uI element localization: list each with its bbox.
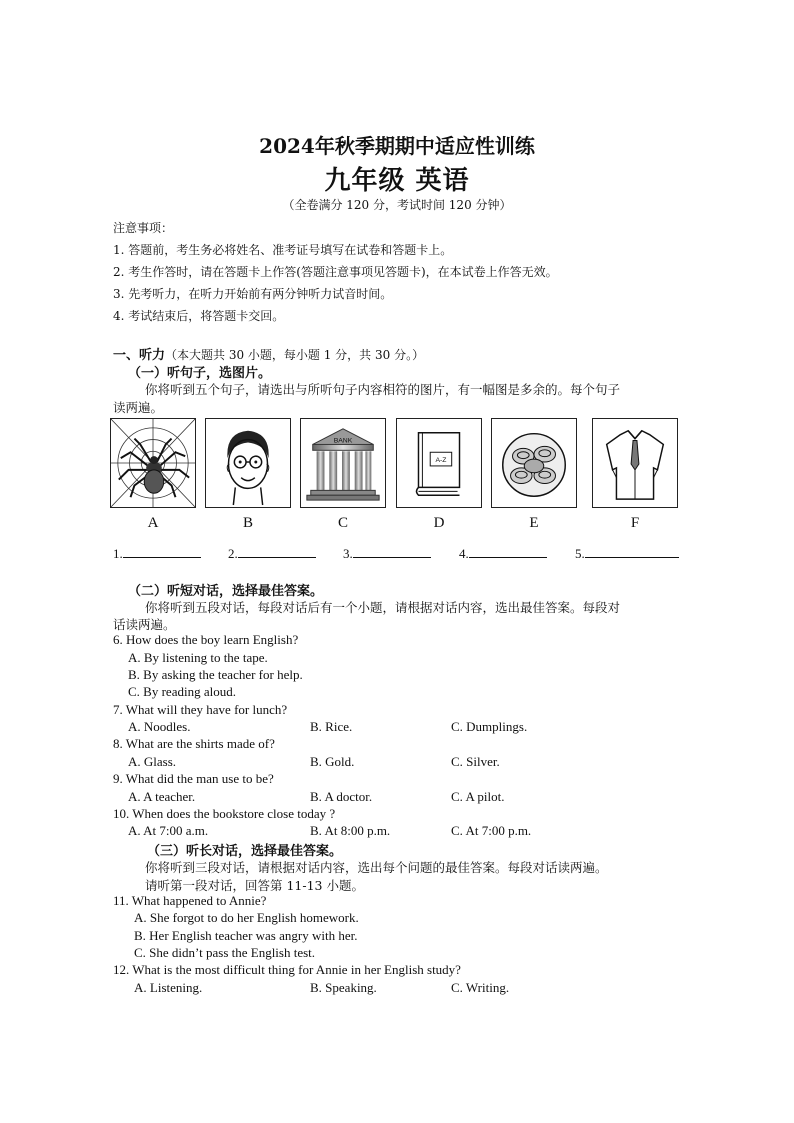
- question-8: 8. What are the shirts made of?: [113, 736, 275, 751]
- q12-option-a[interactable]: A. Listening.: [134, 980, 203, 995]
- q10-option-a[interactable]: A. At 7:00 a.m.: [128, 823, 209, 838]
- question-7: 7. What will they have for lunch?: [113, 702, 288, 717]
- exam-subtitle: 九年级 英语: [324, 166, 470, 196]
- picture-b: [205, 418, 291, 508]
- q9-option-b[interactable]: B. A doctor.: [310, 789, 373, 804]
- notice-item-2: 2. 考生作答时，请在答题卡上作答(答题注意事项见答题卡)，在本试卷上作答无效。: [113, 265, 558, 279]
- section3-instruction: 你将听到三段对话，请根据对话内容，选出每个问题的最佳答案。每段对话读两遍。: [145, 860, 608, 875]
- q7-option-b[interactable]: B. Rice.: [310, 719, 353, 734]
- answer-blank-1[interactable]: [113, 545, 201, 562]
- q10-option-c[interactable]: C. At 7:00 p.m.: [451, 823, 532, 838]
- section1-instruction-cont: 读两遍。: [113, 400, 164, 415]
- section2-title: （二）听短对话，选择最佳答案。: [128, 584, 324, 599]
- exam-score-note: （全卷满分 120 分，考试时间 120 分钟）: [282, 198, 512, 212]
- boy-with-glasses-icon: [206, 419, 290, 507]
- q12-option-b[interactable]: B. Speaking.: [310, 980, 377, 995]
- q6-option-b[interactable]: B. By asking the teacher for help.: [128, 667, 303, 682]
- part1-heading-row: [113, 344, 424, 363]
- q11-option-a[interactable]: A. She forgot to do her English homework.: [134, 910, 359, 925]
- q11-option-c[interactable]: C. She didn’t pass the English test.: [134, 945, 316, 960]
- blank-number: 4.: [459, 546, 469, 561]
- q9-option-c[interactable]: C. A pilot.: [451, 789, 505, 804]
- q8-option-b[interactable]: B. Gold.: [310, 754, 355, 769]
- notice-item-1: 1. 答题前，考生务必将姓名、准考证号填写在试卷和答题卡上。: [113, 243, 453, 257]
- picture-a: [110, 418, 196, 508]
- exam-title: 2024年秋季期期中适应性训练: [259, 134, 535, 158]
- q7-option-c[interactable]: C. Dumplings.: [451, 719, 528, 734]
- picture-d: [396, 418, 482, 508]
- q11-option-b[interactable]: B. Her English teacher was angry with her.: [134, 928, 358, 943]
- question-10: 10. When does the bookstore close today ?: [113, 806, 336, 821]
- question-6: 6. How does the boy learn English?: [113, 632, 299, 647]
- q9-option-a[interactable]: A. A teacher.: [128, 789, 196, 804]
- bank-sign: BANK: [333, 437, 353, 445]
- section3-instruction-cont: 请听第一段对话，回答第 11-13 小题。: [145, 878, 364, 893]
- q8-option-c[interactable]: C. Silver.: [451, 754, 500, 769]
- picture-label-c: C: [337, 515, 348, 531]
- q6-option-c[interactable]: C. By reading aloud.: [128, 684, 236, 699]
- section2-instruction: 你将听到五段对话，每段对话后有一个小题，请根据对话内容，选出最佳答案。每段对: [145, 600, 621, 615]
- picture-label-a: A: [147, 515, 159, 531]
- part1-heading-note: （本大题共 30 小题，每小题 1 分，共 30 分。）: [165, 348, 425, 362]
- picture-label-e: E: [529, 515, 539, 531]
- q12-option-c[interactable]: C. Writing.: [451, 980, 510, 995]
- picture-label-d: D: [433, 515, 445, 531]
- spider-icon: [111, 419, 195, 507]
- picture-f: [592, 418, 678, 508]
- notice-item-3: 3. 先考听力，在听力开始前有两分钟听力试音时间。: [113, 287, 393, 301]
- dictionary-label: A-Z: [435, 457, 447, 465]
- blank-number: 2.: [228, 546, 238, 561]
- shirt-icon: [593, 419, 677, 507]
- answer-blank-4[interactable]: [459, 545, 547, 562]
- section1-title: （一）听句子，选图片。: [128, 366, 272, 381]
- blank-number: 3.: [343, 546, 353, 561]
- q8-option-a[interactable]: A. Glass.: [128, 754, 177, 769]
- q7-option-a[interactable]: A. Noodles.: [128, 719, 191, 734]
- answer-blank-3[interactable]: [343, 545, 431, 562]
- section3-title: （三）听长对话，选择最佳答案。: [147, 844, 343, 859]
- q10-option-b[interactable]: B. At 8:00 p.m.: [310, 823, 391, 838]
- part1-heading: 一、听力: [113, 348, 166, 363]
- picture-label-f: F: [630, 515, 640, 531]
- notice-heading: 注意事项：: [113, 221, 174, 235]
- question-12: 12. What is the most difficult thing for Annie in her English study?: [113, 962, 461, 977]
- bank-icon: [301, 419, 385, 507]
- blank-number: 1.: [113, 546, 123, 561]
- answer-blank-2[interactable]: [228, 545, 316, 562]
- answer-blank-5[interactable]: [575, 545, 679, 562]
- blank-number: 5.: [575, 546, 585, 561]
- coins-icon: [492, 419, 576, 507]
- q6-option-a[interactable]: A. By listening to the tape.: [128, 650, 268, 665]
- picture-c: [300, 418, 386, 508]
- picture-e: [491, 418, 577, 508]
- picture-label-b: B: [242, 515, 253, 531]
- section1-instruction: 你将听到五个句子，请选出与所听句子内容相符的图片，有一幅图是多余的。每个句子: [145, 382, 621, 397]
- notice-item-4: 4. 考试结束后，将答题卡交回。: [113, 309, 285, 323]
- section2-instruction-cont: 话读两遍。: [113, 617, 176, 632]
- dictionary-icon: [397, 419, 481, 507]
- question-11: 11. What happened to Annie?: [113, 893, 267, 908]
- question-9: 9. What did the man use to be?: [113, 771, 274, 786]
